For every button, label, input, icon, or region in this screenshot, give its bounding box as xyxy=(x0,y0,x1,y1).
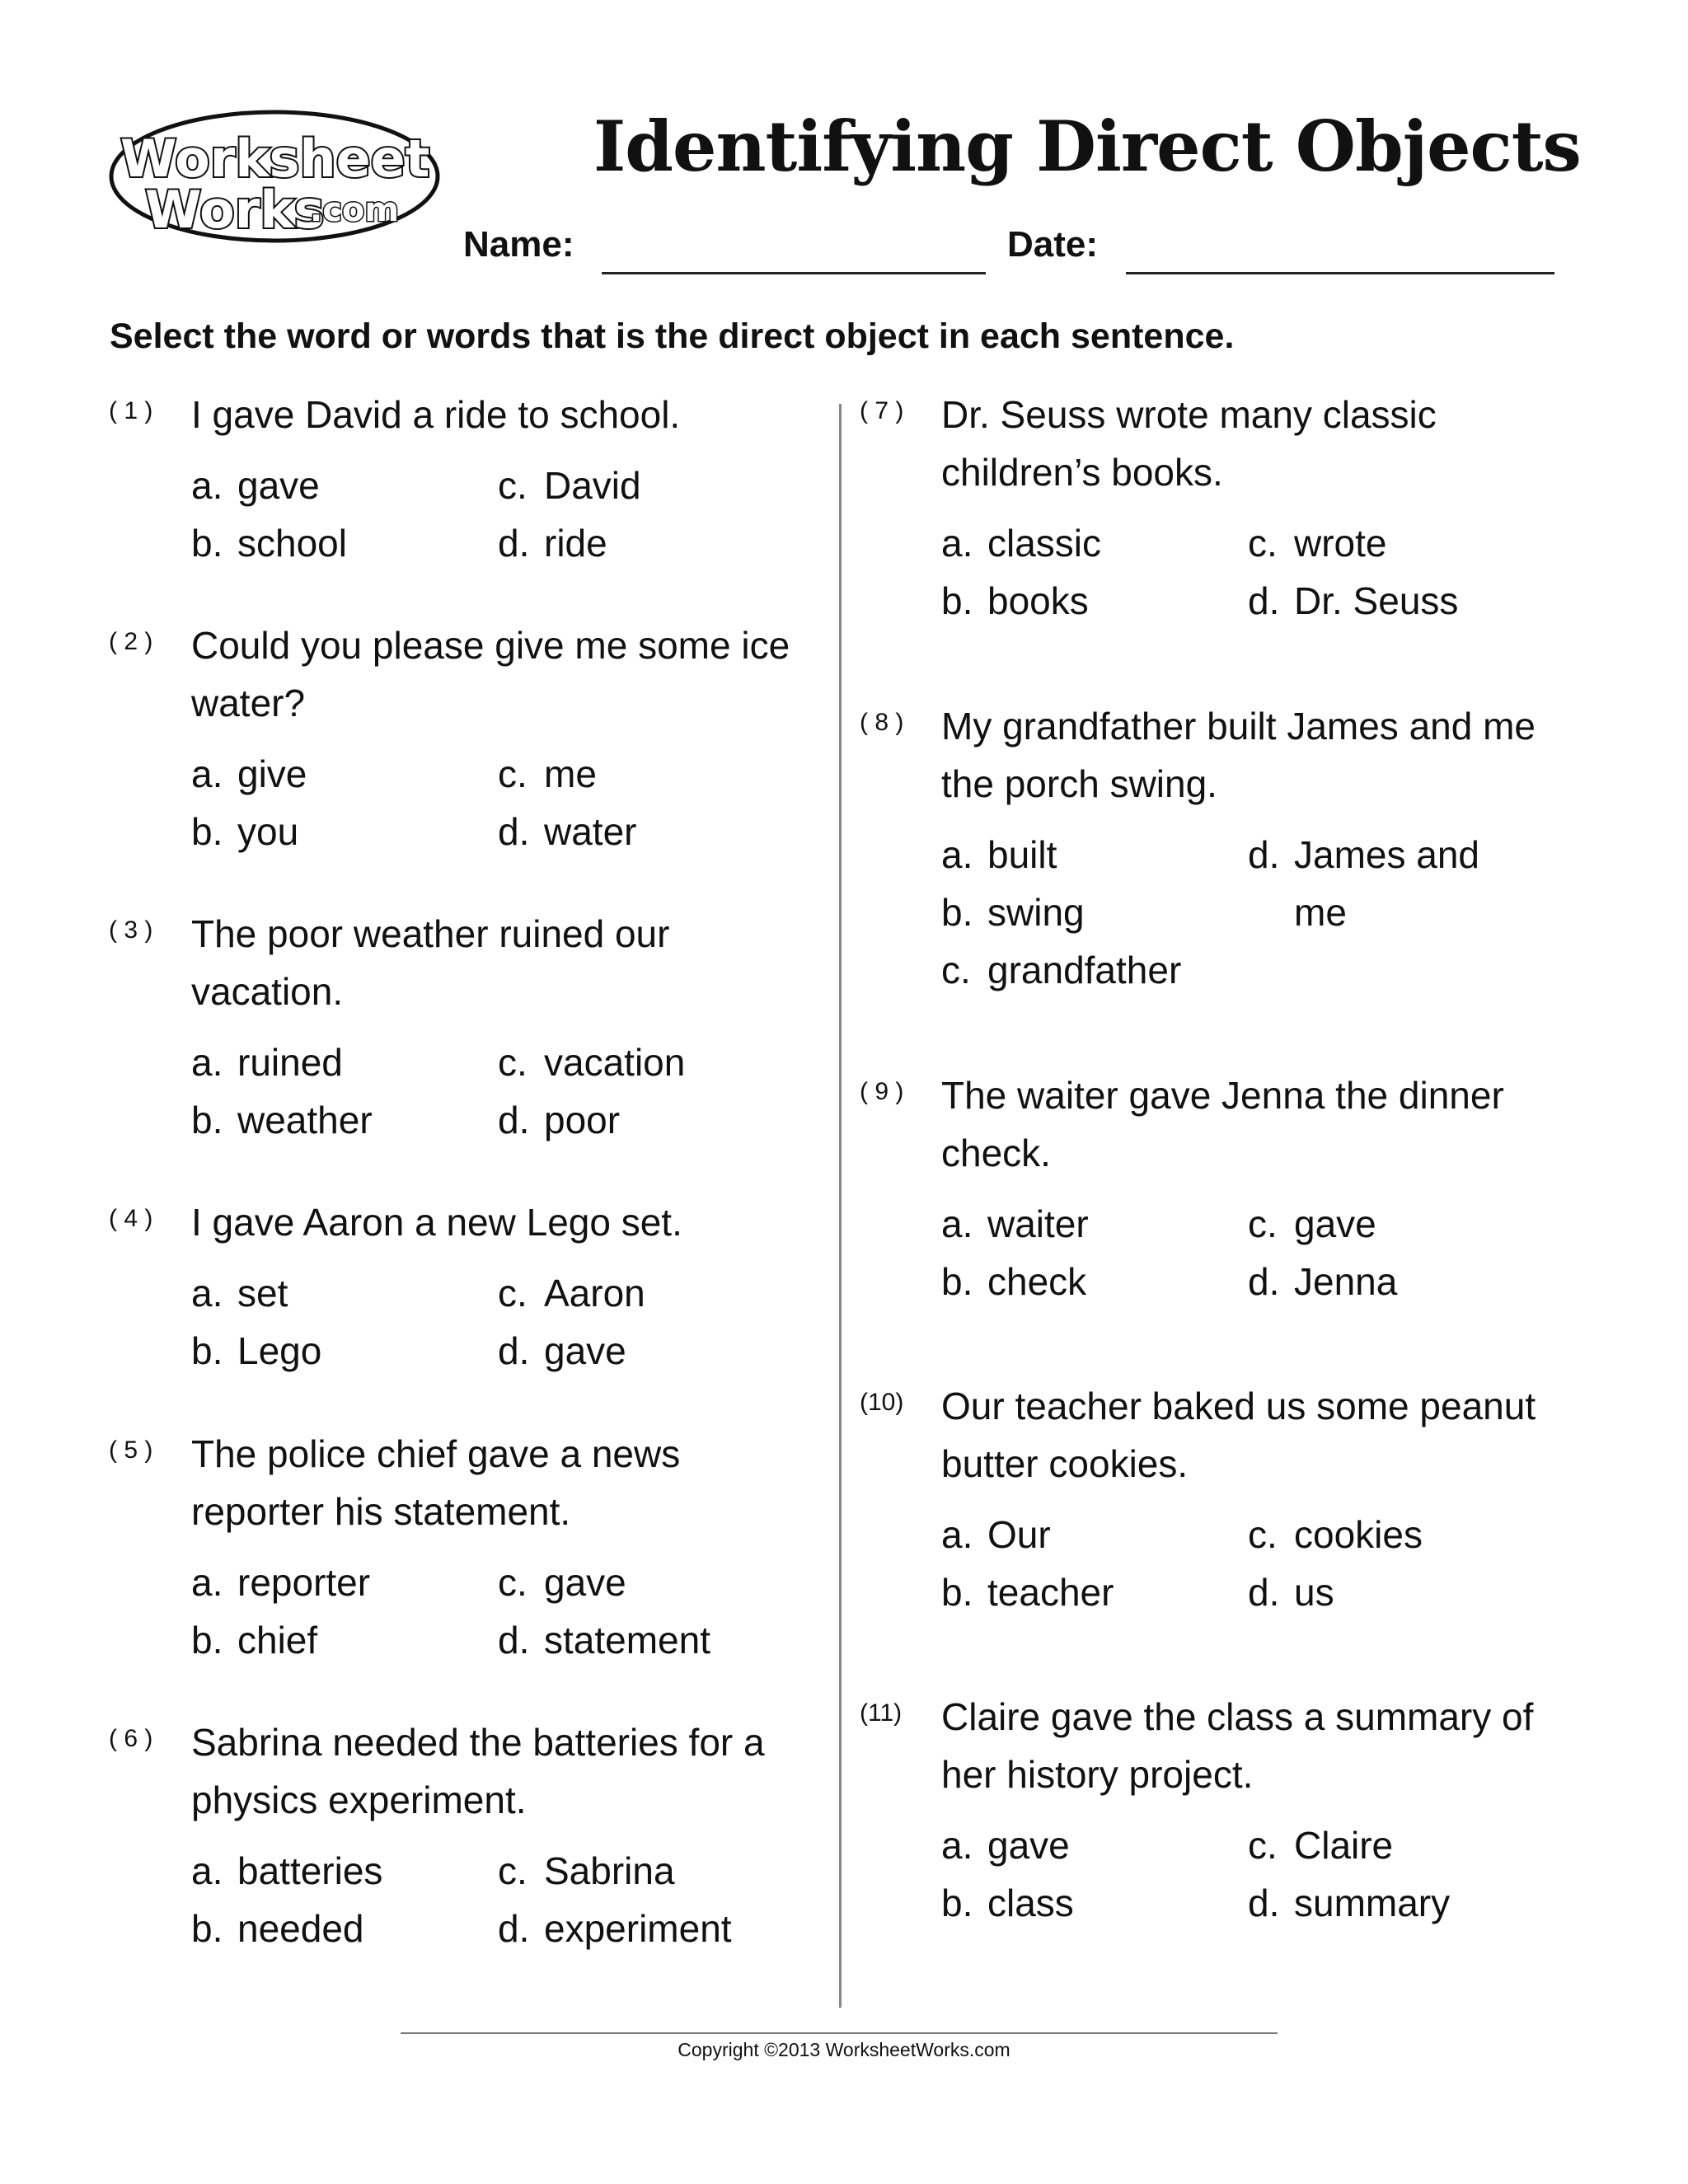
option-text: give xyxy=(237,752,307,795)
question-text: The poor weather ruined our xyxy=(191,912,670,955)
option-text: weather xyxy=(237,1099,373,1141)
answer-option[interactable] xyxy=(941,941,1181,999)
option-letter: d. xyxy=(1248,579,1280,622)
logo-line1: Worksheet xyxy=(120,129,430,189)
question-number: ( 9 ) xyxy=(860,1078,904,1105)
option-letter: b. xyxy=(941,1260,973,1303)
logo-suffix: .com xyxy=(310,191,400,229)
option-text: gave xyxy=(987,1824,1070,1867)
option-text: Sabrina xyxy=(544,1849,675,1892)
question-number: ( 6 ) xyxy=(109,1725,153,1752)
answer-option[interactable] xyxy=(1248,1195,1376,1253)
answer-option[interactable] xyxy=(191,745,307,803)
option-text: cookies xyxy=(1294,1513,1423,1556)
worksheetworks-logo xyxy=(106,105,443,247)
option-letter: a. xyxy=(941,522,973,565)
answer-option[interactable] xyxy=(498,1611,710,1669)
question-text: My grandfather built James and me xyxy=(941,705,1536,748)
option-text: ride xyxy=(544,522,607,565)
option-letter: a. xyxy=(191,1041,223,1084)
option-letter: b. xyxy=(191,1329,223,1372)
question-number: ( 3 ) xyxy=(109,916,153,944)
answer-option[interactable] xyxy=(1248,1816,1393,1874)
question-text: butter cookies. xyxy=(941,1442,1189,1485)
answer-option[interactable] xyxy=(498,745,597,803)
question-number: ( 7 ) xyxy=(860,397,904,424)
option-text: me xyxy=(1294,891,1347,934)
option-letter: d. xyxy=(1248,1571,1280,1614)
option-letter: c. xyxy=(1248,1824,1278,1867)
option-text: Lego xyxy=(237,1329,322,1372)
copyright: Copyright ©2013 WorksheetWorks.com xyxy=(678,2039,1010,2060)
option-text: batteries xyxy=(237,1849,383,1892)
footer-divider xyxy=(401,2032,1278,2034)
option-letter: b. xyxy=(941,579,973,622)
answer-option[interactable] xyxy=(1248,883,1347,941)
answer-option[interactable] xyxy=(191,1842,382,1900)
question-text: the porch swing. xyxy=(941,762,1217,805)
answer-option[interactable] xyxy=(498,1264,645,1322)
option-letter: d. xyxy=(498,522,530,565)
option-text: you xyxy=(237,810,299,853)
instructions: Select the word or words that is the direct object in each sentence. xyxy=(110,316,1235,356)
question-text: I gave Aaron a new Lego set. xyxy=(191,1201,682,1244)
question-text: Sabrina needed the batteries for a xyxy=(191,1721,765,1764)
option-text: school xyxy=(237,522,347,565)
answer-option[interactable] xyxy=(191,1900,364,1957)
option-text: set xyxy=(237,1272,288,1315)
option-text: needed xyxy=(237,1907,364,1950)
answer-option[interactable] xyxy=(1248,514,1386,572)
option-text: gave xyxy=(544,1561,626,1604)
answer-option[interactable] xyxy=(941,1253,1086,1310)
option-letter: b. xyxy=(191,522,223,565)
option-letter: c. xyxy=(941,949,971,991)
option-letter: c. xyxy=(498,1272,528,1315)
answer-option[interactable] xyxy=(941,826,1057,883)
question-number: (10) xyxy=(860,1389,904,1416)
question-text: reporter his statement. xyxy=(191,1490,571,1533)
answer-option[interactable] xyxy=(498,514,607,572)
option-letter: c. xyxy=(498,1849,528,1892)
option-letter: d. xyxy=(498,1329,530,1372)
option-letter: b. xyxy=(191,1619,223,1661)
option-letter: b. xyxy=(941,1882,973,1924)
answer-option[interactable] xyxy=(1248,826,1479,883)
question-text: physics experiment. xyxy=(191,1779,527,1821)
option-text: experiment xyxy=(544,1907,732,1950)
question-number: ( 4 ) xyxy=(109,1205,153,1232)
answer-option[interactable] xyxy=(191,1264,288,1322)
answer-option[interactable] xyxy=(191,1033,343,1091)
option-letter: c. xyxy=(1248,522,1278,565)
date-field[interactable] xyxy=(1126,272,1554,274)
option-letter: a. xyxy=(941,833,973,876)
option-text: gave xyxy=(237,464,320,507)
option-letter: d. xyxy=(498,810,530,853)
option-text: water xyxy=(544,810,637,853)
answer-option[interactable] xyxy=(191,1322,321,1380)
answer-option[interactable] xyxy=(1248,1563,1334,1621)
answer-option[interactable] xyxy=(941,1874,1074,1932)
option-text: Claire xyxy=(1294,1824,1394,1867)
answer-option[interactable] xyxy=(498,1322,626,1380)
option-letter: d. xyxy=(1248,1260,1280,1303)
option-text: gave xyxy=(544,1329,626,1372)
option-text: wrote xyxy=(1294,522,1387,565)
option-text: gave xyxy=(1294,1202,1376,1245)
option-text: Our xyxy=(987,1513,1051,1556)
option-letter: a. xyxy=(191,1272,223,1315)
answer-option[interactable] xyxy=(941,572,1089,630)
answer-option[interactable] xyxy=(1248,572,1458,630)
answer-option[interactable] xyxy=(941,1816,1070,1874)
option-letter: d. xyxy=(498,1619,530,1661)
option-text: summary xyxy=(1294,1882,1451,1924)
answer-option[interactable] xyxy=(498,1091,620,1149)
answer-option[interactable] xyxy=(191,1611,317,1669)
option-text: reporter xyxy=(237,1561,371,1604)
option-text: ruined xyxy=(237,1041,343,1084)
option-text: class xyxy=(987,1882,1074,1924)
option-text: Jenna xyxy=(1294,1260,1398,1303)
answer-option[interactable] xyxy=(498,1033,685,1091)
option-letter: d. xyxy=(1248,833,1280,876)
answer-option[interactable] xyxy=(1248,1874,1450,1932)
answer-option[interactable] xyxy=(191,514,347,572)
option-text: poor xyxy=(544,1099,621,1141)
question-text: vacation. xyxy=(191,970,344,1013)
logo-line2: Works xyxy=(145,180,325,240)
answer-option[interactable] xyxy=(498,1554,626,1611)
option-letter: d. xyxy=(1248,1882,1280,1924)
option-text: chief xyxy=(237,1619,318,1661)
option-text: Aaron xyxy=(544,1272,645,1315)
answer-option[interactable] xyxy=(941,1506,1051,1563)
answer-option[interactable] xyxy=(191,457,320,514)
option-letter: b. xyxy=(941,1571,973,1614)
answer-option[interactable] xyxy=(498,457,641,514)
answer-option[interactable] xyxy=(191,803,298,860)
option-letter: c. xyxy=(498,752,528,795)
question-number: (11) xyxy=(860,1699,903,1727)
option-letter: d. xyxy=(498,1907,530,1950)
option-text: me xyxy=(544,752,597,795)
option-text: grandfather xyxy=(987,949,1182,991)
page-title: Identifying Direct Objects xyxy=(593,105,1581,187)
option-letter: a. xyxy=(941,1824,973,1867)
question-text: Claire gave the class a summary of xyxy=(941,1695,1534,1738)
option-text: us xyxy=(1294,1571,1334,1614)
question-number: ( 8 ) xyxy=(860,709,904,736)
option-letter: c. xyxy=(1248,1513,1278,1556)
question-text: water? xyxy=(191,682,306,724)
option-text: David xyxy=(544,464,641,507)
question-text: Could you please give me some ice xyxy=(191,624,790,667)
answer-option[interactable] xyxy=(941,514,1101,572)
option-letter: c. xyxy=(498,1561,528,1604)
answer-option[interactable] xyxy=(1248,1253,1397,1310)
question-text: The police chief gave a news xyxy=(191,1432,681,1475)
question-text: I gave David a ride to school. xyxy=(191,393,681,436)
question-text: Our teacher baked us some peanut xyxy=(941,1385,1536,1427)
option-letter: c. xyxy=(498,1041,528,1084)
question-number: ( 2 ) xyxy=(109,628,153,655)
name-label: Name: xyxy=(463,224,574,265)
answer-option[interactable] xyxy=(191,1091,373,1149)
option-letter: a. xyxy=(191,1561,223,1604)
option-letter: a. xyxy=(941,1202,973,1245)
option-letter: d. xyxy=(498,1099,530,1141)
answer-option[interactable] xyxy=(941,1195,1089,1253)
option-text: teacher xyxy=(987,1571,1114,1614)
option-text: vacation xyxy=(544,1041,686,1084)
question-text: children’s books. xyxy=(941,451,1223,494)
option-letter: b. xyxy=(191,810,223,853)
option-letter: b. xyxy=(191,1099,223,1141)
answer-option[interactable] xyxy=(498,1842,675,1900)
option-text: check xyxy=(987,1260,1087,1303)
answer-option[interactable] xyxy=(191,1554,370,1611)
option-letter: b. xyxy=(191,1907,223,1950)
answer-option[interactable] xyxy=(941,1563,1114,1621)
question-text: check. xyxy=(941,1132,1051,1174)
option-text: Dr. Seuss xyxy=(1294,579,1459,622)
question-text: her history project. xyxy=(941,1753,1254,1796)
option-letter: a. xyxy=(191,1849,223,1892)
answer-option[interactable] xyxy=(1248,1506,1423,1563)
answer-option[interactable] xyxy=(498,1900,732,1957)
option-letter: c. xyxy=(498,464,528,507)
option-text: swing xyxy=(987,891,1085,934)
question-number: ( 5 ) xyxy=(109,1436,153,1464)
question-number: ( 1 ) xyxy=(109,397,153,424)
option-letter: b. xyxy=(941,891,973,934)
option-text: classic xyxy=(987,522,1102,565)
question-text: The waiter gave Jenna the dinner xyxy=(941,1074,1504,1117)
option-text: James and xyxy=(1294,833,1480,876)
name-field[interactable] xyxy=(602,272,986,274)
option-letter: c. xyxy=(1248,1202,1278,1245)
option-text: statement xyxy=(544,1619,710,1661)
option-letter: a. xyxy=(941,1513,973,1556)
option-text: built xyxy=(987,833,1057,876)
option-text: waiter xyxy=(987,1202,1089,1245)
answer-option[interactable] xyxy=(941,883,1085,941)
option-text: books xyxy=(987,579,1089,622)
column-divider xyxy=(839,404,842,2008)
date-label: Date: xyxy=(1007,224,1099,265)
option-letter: a. xyxy=(191,752,223,795)
option-letter: a. xyxy=(191,464,223,507)
question-text: Dr. Seuss wrote many classic xyxy=(941,393,1437,436)
answer-option[interactable] xyxy=(498,803,636,860)
